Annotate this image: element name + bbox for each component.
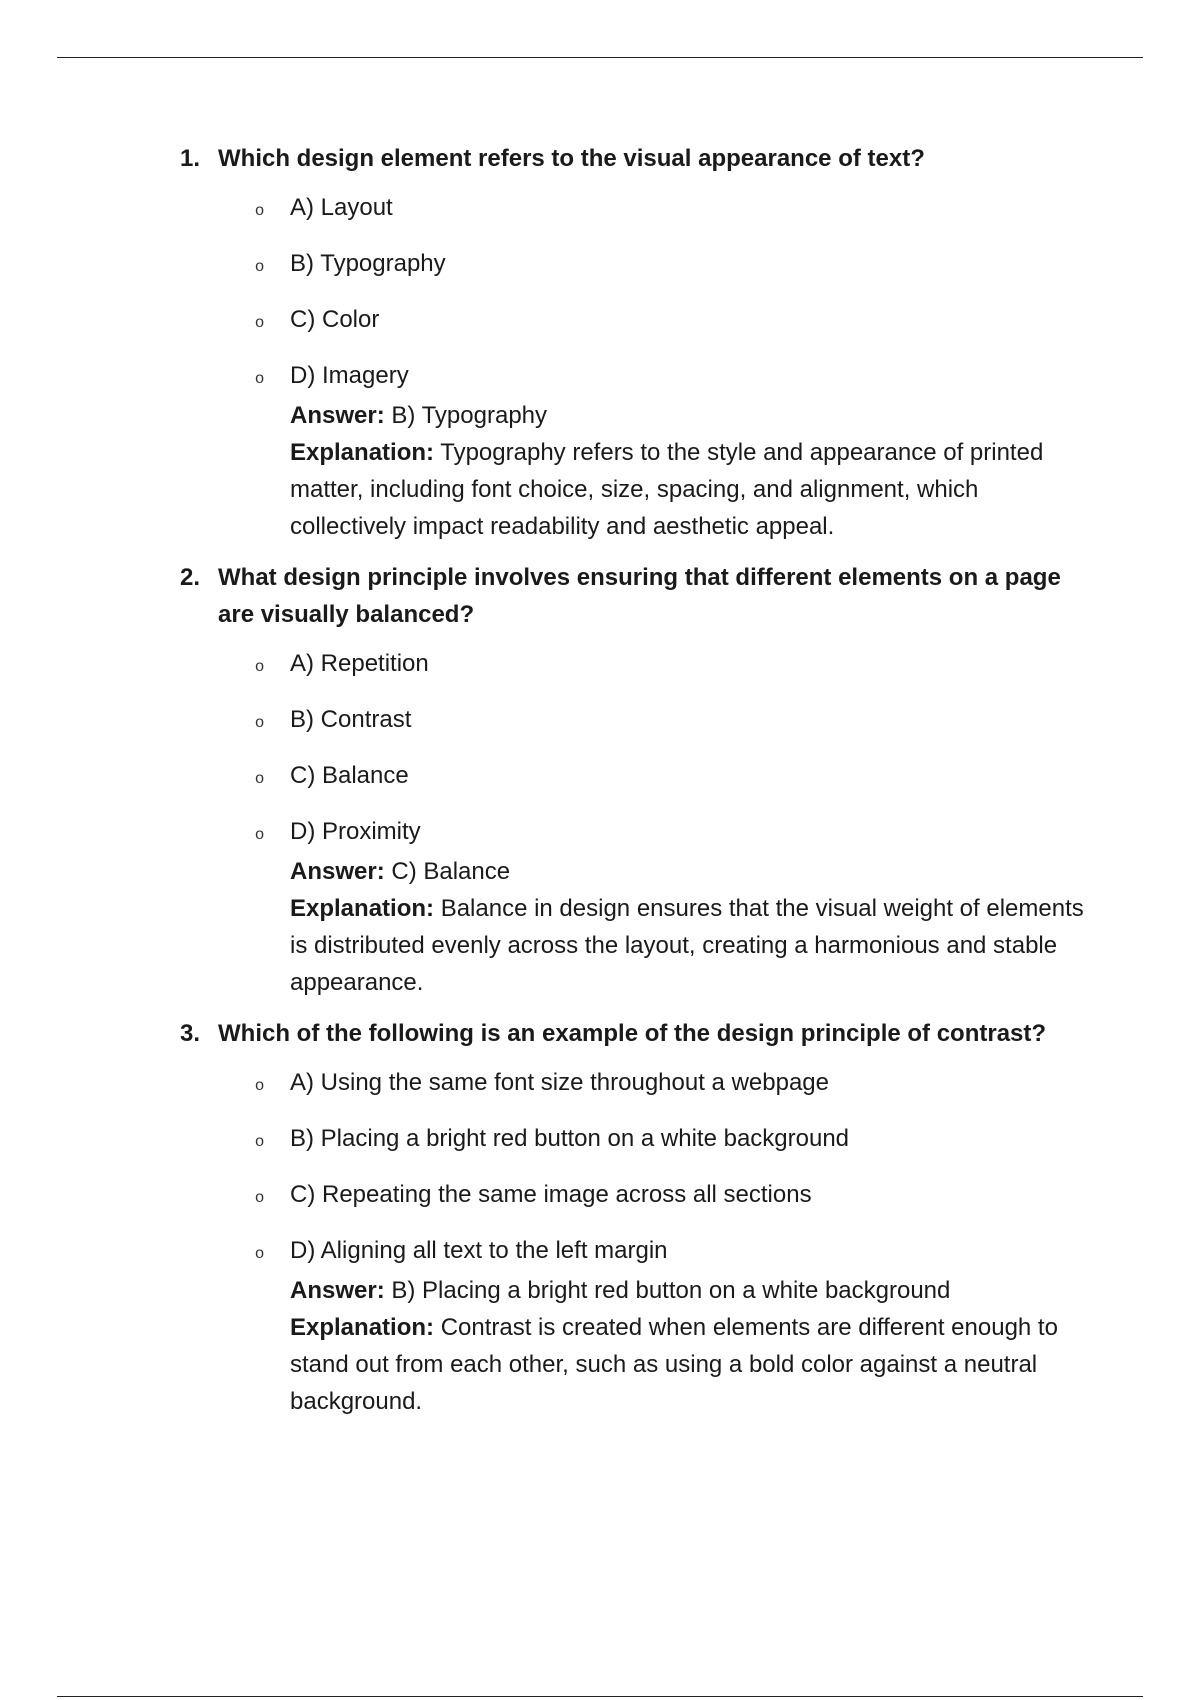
question-heading [180,140,1100,177]
option-text: A) Layout [290,194,393,221]
bullet-icon: o [255,826,264,843]
option-b [180,245,1100,285]
option-list [180,645,1100,853]
question-2 [180,559,1100,1001]
bullet-icon: o [255,658,264,675]
explanation-text: Contrast is created when elements are different enough to stand out from each other, such as using a bold color against a neutral background. [290,1314,1058,1415]
bullet-icon: o [255,770,264,787]
option-list [180,1064,1100,1272]
footer-rule [57,1696,1143,1697]
answer-line [290,1272,1100,1309]
option-text: D) Aligning all text to the left margin [290,1237,668,1264]
question-1 [180,140,1100,545]
bullet-icon: o [255,314,264,331]
option-d [180,1232,1100,1272]
option-d [180,813,1100,853]
question-text: Which of the following is an example of the design principle of contrast? [218,1020,1047,1047]
answer-block [290,1272,1100,1420]
option-a [180,1064,1100,1104]
option-text: D) Imagery [290,362,409,389]
bullet-icon: o [255,370,264,387]
bullet-icon: o [255,1077,264,1094]
question-number: 1. [180,145,201,172]
question-text: Which design element refers to the visual appearance of text? [218,145,925,172]
explanation-text: Typography refers to the style and appearance of printed matter, including font choice, size, spacing, and alignment, which collectively impact readability and aesthetic appeal. [290,439,1044,540]
question-number: 3. [180,1020,201,1047]
answer-line [290,853,1100,890]
explanation-label: Explanation: [290,895,435,922]
explanation-line [290,890,1100,1001]
answer-text: B) Placing a bright red button on a white background [391,1277,951,1304]
option-text: C) Balance [290,762,409,789]
bullet-icon: o [255,258,264,275]
option-a [180,189,1100,229]
question-3 [180,1015,1100,1420]
explanation-line [290,1309,1100,1420]
explanation-line [290,434,1100,545]
option-d [180,357,1100,397]
option-text: B) Placing a bright red button on a white background [290,1125,850,1152]
bullet-icon: o [255,1133,264,1150]
answer-block [290,853,1100,1001]
bullet-icon: o [255,1245,264,1262]
question-heading [180,559,1100,633]
question-text: What design principle involves ensuring that different elements on a page are visually balanced? [218,564,1061,628]
option-b [180,701,1100,741]
explanation-label: Explanation: [290,1314,435,1341]
option-text: A) Using the same font size throughout a webpage [290,1069,829,1096]
option-c [180,1176,1100,1216]
option-b [180,1120,1100,1160]
bullet-icon: o [255,202,264,219]
option-text: B) Contrast [290,706,412,733]
answer-label: Answer: [290,1277,385,1304]
question-heading [180,1015,1100,1052]
document-body [180,140,1100,1434]
answer-label: Answer: [290,858,385,885]
answer-block [290,397,1100,545]
option-text: C) Color [290,306,380,333]
option-c [180,301,1100,341]
option-text: D) Proximity [290,818,421,845]
explanation-label: Explanation: [290,439,435,466]
answer-text: B) Typography [391,402,548,429]
option-text: A) Repetition [290,650,429,677]
option-c [180,757,1100,797]
bullet-icon: o [255,714,264,731]
answer-label: Answer: [290,402,385,429]
option-text: C) Repeating the same image across all sections [290,1181,812,1208]
answer-text: C) Balance [391,858,511,885]
header-rule [57,57,1143,58]
answer-line [290,397,1100,434]
explanation-text: Balance in design ensures that the visual weight of elements is distributed evenly across the layout, creating a harmonious and stable appearance. [290,895,1084,996]
bullet-icon: o [255,1189,264,1206]
option-list [180,189,1100,397]
option-text: B) Typography [290,250,446,277]
option-a [180,645,1100,685]
question-number: 2. [180,564,201,591]
